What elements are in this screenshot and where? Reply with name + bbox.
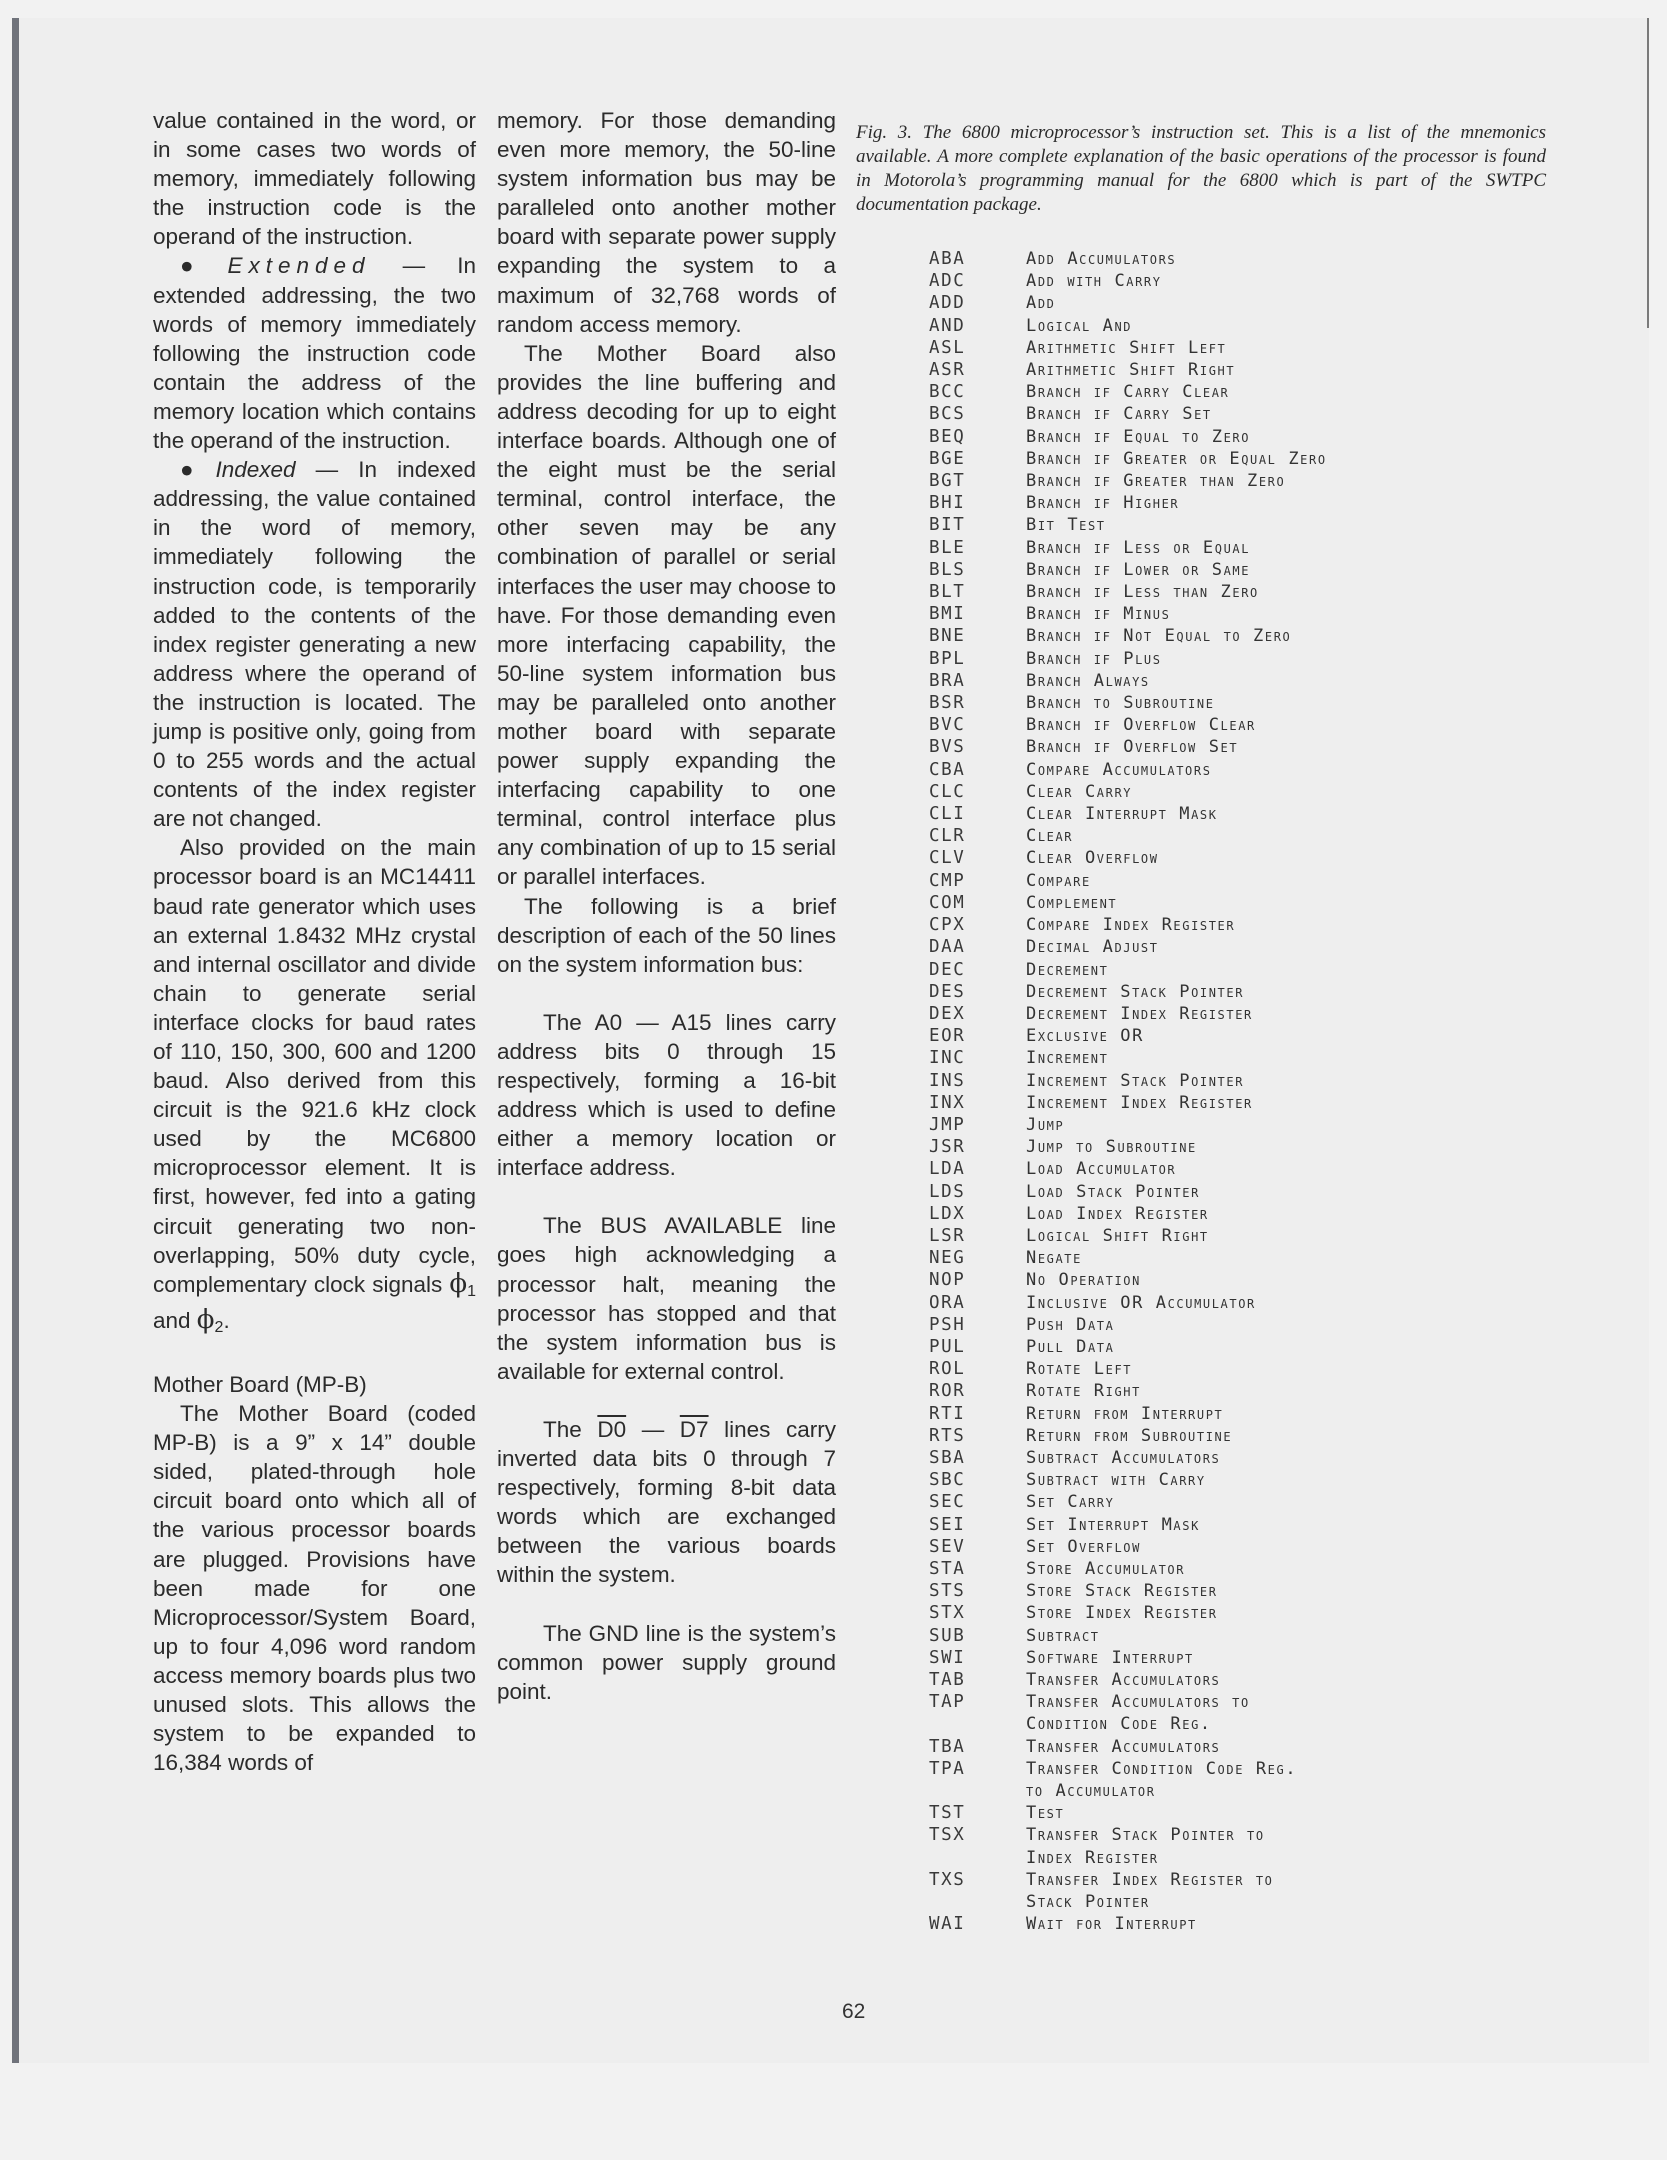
instruction-mnemonic: STS [929, 1581, 966, 1602]
instruction-row [929, 1736, 1469, 1758]
instruction-description: Load Stack Pointer [1026, 1181, 1200, 1202]
instruction-description: Load Accumulator [1026, 1159, 1177, 1180]
and-text: and [153, 1307, 197, 1333]
instruction-mnemonic: RTS [929, 1425, 966, 1446]
paragraph-mother-board: The Mother Board (coded MP-B) is a 9” x 14” double sided, plated-through hole circuit board onto which all of the various processor boards are plugged. Provisions have been made for one Microprocessor/System Board, up to four 4,096 word random access memory boards plus two unused slots. This allows the system to be expanded to 16,384 words of [153, 1401, 476, 1776]
instruction-description: Push Data [1026, 1314, 1115, 1335]
bullet-icon: ● [180, 457, 208, 483]
instruction-row [929, 914, 1469, 936]
instruction-mnemonic: BLS [929, 559, 966, 580]
instruction-description: Rotate Right [1026, 1381, 1141, 1402]
paragraph-baud-generator [153, 833, 476, 1342]
instruction-description: Logical Shift Right [1026, 1225, 1209, 1246]
instruction-description: Transfer Index Register to Stack Pointer [1026, 1869, 1274, 1913]
instruction-mnemonic: BPL [929, 648, 966, 669]
instruction-mnemonic: DAA [929, 937, 966, 958]
instruction-description: Branch Always [1026, 670, 1150, 691]
instruction-description: Branch if Plus [1026, 648, 1162, 669]
instruction-description: Decrement Index Register [1026, 1003, 1253, 1024]
instruction-description: Set Interrupt Mask [1026, 1514, 1200, 1535]
spacer [497, 1386, 836, 1415]
paragraph-intro: value contained in the word, or in some cases two words of memory, immediately following the instruction code is the operand of the instruction. [153, 108, 476, 250]
figure-caption: Fig. 3. The 6800 microprocessor’s instruction set. This is a list of the mnemonics available. A more complete explanation of the basic operations of the processor is found in Motorola’s programming manual for the 6800 which is part of the SWTPC documentation package. [856, 122, 1546, 215]
instruction-row [929, 1047, 1469, 1069]
instruction-description: Test [1026, 1803, 1065, 1824]
data-suffix: lines carry inverted data bits 0 through 7 respectively, forming 8-bit data words which are exchanged between the various boards within the system. [497, 1416, 836, 1588]
instruction-row [929, 959, 1469, 981]
instruction-row [929, 426, 1469, 448]
instruction-description: Branch if Lower or Same [1026, 559, 1251, 580]
data-dash: — [626, 1416, 680, 1442]
instruction-row [929, 315, 1469, 337]
instruction-mnemonic: BNE [929, 626, 966, 647]
instruction-mnemonic: LDX [929, 1203, 966, 1224]
instruction-mnemonic: AND [929, 315, 966, 336]
instruction-mnemonic: JMP [929, 1114, 966, 1135]
instruction-row [929, 1425, 1469, 1447]
instruction-description: Inclusive OR Accumulator [1026, 1292, 1256, 1313]
spacer [497, 1182, 836, 1211]
instruction-description: Branch if Minus [1026, 604, 1171, 625]
instruction-description: No Operation [1026, 1270, 1141, 1291]
instruction-mnemonic: BRA [929, 670, 966, 691]
instruction-row [929, 936, 1469, 958]
instruction-description: Add with Carry [1026, 271, 1162, 292]
term-indexed: Indexed [215, 457, 296, 483]
instruction-mnemonic: CLR [929, 826, 966, 847]
instruction-description: Rotate Left [1026, 1359, 1133, 1380]
instruction-mnemonic: DES [929, 981, 966, 1002]
instruction-mnemonic: SWI [929, 1647, 966, 1668]
instruction-description: Negate [1026, 1248, 1082, 1269]
instruction-mnemonic: STX [929, 1603, 966, 1624]
instruction-description: Set Overflow [1026, 1536, 1141, 1557]
paragraph-following: The following is a brief description of each of the 50 lines on the system information bus: [497, 893, 836, 977]
instruction-row [929, 1314, 1469, 1336]
instruction-mnemonic: INX [929, 1092, 966, 1113]
instruction-mnemonic: BLE [929, 537, 966, 558]
paragraph-address-lines: The A0 — A15 lines carry address bits 0 through 15 respectively, forming a 16-bit address which is used to define either a memory location or interface address. [497, 1009, 836, 1181]
instruction-row [929, 470, 1469, 492]
instruction-description: Branch if Equal to Zero [1026, 426, 1251, 447]
text-column-2 [497, 106, 836, 1706]
instruction-row [929, 736, 1469, 758]
period: . [223, 1307, 230, 1333]
instruction-description: Logical And [1026, 315, 1133, 336]
instruction-row [929, 1292, 1469, 1314]
instruction-mnemonic: BEQ [929, 426, 966, 447]
page-edge-right [1647, 18, 1649, 328]
instruction-mnemonic: SEI [929, 1514, 966, 1535]
instruction-description: Branch if Less than Zero [1026, 582, 1259, 603]
instruction-mnemonic: COM [929, 892, 966, 913]
instruction-mnemonic: BMI [929, 604, 966, 625]
instruction-description: Branch if Overflow Set [1026, 737, 1239, 758]
instruction-row [929, 692, 1469, 714]
instruction-row [929, 1025, 1469, 1047]
instruction-row [929, 1181, 1469, 1203]
instruction-description: Transfer Condition Code Reg. to Accumulator [1026, 1758, 1298, 1802]
instruction-row [929, 248, 1469, 270]
instruction-row [929, 1114, 1469, 1136]
instruction-description: Return from Interrupt [1026, 1403, 1224, 1424]
instruction-row [929, 514, 1469, 536]
paragraph-line-buffering: The Mother Board also provides the line buffering and address decoding for up to eight interface boards. Although one of the eight must be the serial terminal, control interface, the other seven may be any combination of parallel or serial interfaces the user may choose to have. For those demanding even more interfacing capability, the 50-line system information bus may be paralleled onto another mother board with separate power supply expanding the interfacing capability to one terminal, control interface plus any combination of up to 15 serial or parallel interfaces. [497, 340, 836, 890]
instruction-description: Transfer Accumulators [1026, 1670, 1221, 1690]
page-edge-shadow [12, 18, 19, 2063]
instruction-description: Branch if Higher [1026, 493, 1180, 514]
instruction-row [929, 847, 1469, 869]
paragraph-extended [153, 251, 476, 455]
instruction-mnemonic: CPX [929, 915, 966, 936]
instruction-description: Arithmetic Shift Right [1026, 360, 1236, 381]
instruction-description: Exclusive OR [1026, 1026, 1144, 1047]
instruction-mnemonic: BLT [929, 582, 966, 603]
instruction-mnemonic: ROR [929, 1381, 966, 1402]
instruction-row [929, 1580, 1469, 1602]
instruction-mnemonic: ABA [929, 249, 966, 269]
instruction-row [929, 581, 1469, 603]
instruction-mnemonic: SBC [929, 1470, 966, 1491]
instruction-row [929, 1691, 1469, 1735]
phi-symbol-1: ϕ [449, 1268, 468, 1299]
instruction-mnemonic: EOR [929, 1026, 966, 1047]
instruction-row [929, 1558, 1469, 1580]
page-number: 62 [842, 2000, 866, 2023]
paragraph-indexed [153, 455, 476, 833]
instruction-row [929, 1913, 1469, 1935]
instruction-row [929, 292, 1469, 314]
instruction-description: Jump to Subroutine [1026, 1137, 1197, 1158]
instruction-row [929, 1136, 1469, 1158]
instruction-description: Decrement Stack Pointer [1026, 981, 1245, 1002]
instruction-mnemonic: BIT [929, 515, 966, 536]
instruction-mnemonic: NEG [929, 1248, 966, 1269]
instruction-description: Branch if Carry Clear [1026, 382, 1230, 403]
instruction-description: Store Accumulator [1026, 1558, 1186, 1579]
instruction-row [929, 448, 1469, 470]
paragraph-gnd: The GND line is the system’s common power supply ground point. [497, 1620, 836, 1704]
instruction-row [929, 337, 1469, 359]
instruction-mnemonic: PUL [929, 1336, 966, 1357]
instruction-row [929, 648, 1469, 670]
instruction-row [929, 492, 1469, 514]
spacer [497, 1590, 836, 1619]
instruction-mnemonic: RTI [929, 1403, 966, 1424]
instruction-description: Add Accumulators [1026, 249, 1177, 269]
instruction-row [929, 1380, 1469, 1402]
instruction-description: Clear Overflow [1026, 848, 1159, 869]
instruction-mnemonic: TST [929, 1803, 966, 1824]
instruction-row [929, 803, 1469, 825]
instruction-mnemonic: CBA [929, 759, 966, 780]
instruction-mnemonic: BVS [929, 737, 966, 758]
instruction-row [929, 1070, 1469, 1092]
instruction-mnemonic: TPA [929, 1758, 966, 1779]
instruction-row [929, 1203, 1469, 1225]
instruction-mnemonic: BGE [929, 448, 966, 469]
baud-text: Also provided on the main processor board is an MC14411 baud rate generator which uses an external 1.8432 MHz crystal and internal oscillator and divide chain to generate serial interface clocks for baud rates of 110, 150, 300, 600 and 1200 baud. Also derived from this circuit is the 921.6 kHz clock used by the MC6800 microprocessor element. It is first, however, fed into a gating circuit generating two non-overlapping, 50% duty cycle, complementary clock signals [153, 835, 476, 1297]
instruction-mnemonic: SEC [929, 1492, 966, 1513]
instruction-mnemonic: CLV [929, 848, 966, 869]
instruction-row [929, 1469, 1469, 1491]
instruction-description: Branch if Greater than Zero [1026, 471, 1286, 492]
term-extended: Extended [227, 253, 371, 279]
text-column-1 [153, 106, 476, 1777]
instruction-row [929, 403, 1469, 425]
instruction-mnemonic: JSR [929, 1137, 966, 1158]
instruction-mnemonic: TAP [929, 1692, 966, 1713]
indexed-description: — In indexed addressing, the value contained in the word of memory, immediately following the instruction code, is temporarily added to the contents of the index register generating a new address where the operand of the instruction is located. The jump is positive only, going from 0 to 255 words and the actual contents of the index register are not changed. [153, 457, 476, 832]
instruction-row [929, 1447, 1469, 1469]
instruction-row [929, 981, 1469, 1003]
phi-symbol-2: ϕ [196, 1304, 215, 1335]
instruction-description: Branch if Greater or Equal Zero [1026, 448, 1327, 469]
instruction-mnemonic: INC [929, 1048, 966, 1069]
instruction-row [929, 1003, 1469, 1025]
paragraph-data-lines [497, 1415, 836, 1590]
instruction-description: Increment Stack Pointer [1026, 1070, 1245, 1091]
d0-label: D0 [597, 1416, 627, 1442]
instruction-description: Transfer Stack Pointer to Index Register [1026, 1825, 1265, 1868]
instruction-description: Store Stack Register [1026, 1581, 1218, 1602]
instruction-row [929, 1336, 1469, 1358]
instruction-mnemonic: TBA [929, 1736, 966, 1757]
instruction-description: Return from Subroutine [1026, 1425, 1233, 1446]
instruction-description: Jump [1026, 1114, 1065, 1135]
instruction-description: Compare [1026, 870, 1091, 891]
instruction-description: Branch if Not Equal to Zero [1026, 626, 1292, 647]
instruction-row [929, 270, 1469, 292]
instruction-description: Load Index Register [1026, 1203, 1209, 1224]
instruction-description: Branch if Carry Set [1026, 404, 1212, 425]
instruction-row [929, 1824, 1469, 1868]
instruction-mnemonic: BHI [929, 493, 966, 514]
instruction-row [929, 1669, 1469, 1691]
section-heading-mother-board: Mother Board (MP-B) [153, 1371, 367, 1397]
instruction-mnemonic: WAI [929, 1914, 966, 1935]
instruction-mnemonic: TXS [929, 1869, 966, 1890]
instruction-mnemonic: LDA [929, 1159, 966, 1180]
instruction-description: Transfer Accumulators [1026, 1736, 1221, 1757]
instruction-mnemonic: DEX [929, 1003, 966, 1024]
instruction-mnemonic: CLC [929, 781, 966, 802]
instruction-row [929, 1647, 1469, 1669]
instruction-row [929, 892, 1469, 914]
instruction-description: Decrement [1026, 959, 1109, 980]
instruction-row [929, 1225, 1469, 1247]
instruction-description: Wait for Interrupt [1026, 1914, 1197, 1935]
instruction-mnemonic: TAB [929, 1670, 966, 1690]
instruction-mnemonic: BCS [929, 404, 966, 425]
instruction-description: Add [1026, 293, 1056, 314]
instruction-row [929, 1802, 1469, 1824]
instruction-row [929, 1403, 1469, 1425]
instruction-mnemonic: ROL [929, 1359, 966, 1380]
instruction-row [929, 1158, 1469, 1180]
instruction-description: Pull Data [1026, 1336, 1115, 1357]
instruction-mnemonic: ASR [929, 360, 966, 381]
instruction-description: Increment [1026, 1048, 1109, 1069]
instruction-row [929, 559, 1469, 581]
instruction-row [929, 537, 1469, 559]
instruction-description: Compare Accumulators [1026, 759, 1212, 780]
instruction-mnemonic: ASL [929, 337, 966, 358]
instruction-mnemonic: ADC [929, 271, 966, 292]
instruction-row [929, 825, 1469, 847]
instruction-mnemonic: CLI [929, 804, 966, 825]
instruction-mnemonic: LDS [929, 1181, 966, 1202]
instruction-description: Compare Index Register [1026, 915, 1236, 936]
instruction-description: Software Interrupt [1026, 1647, 1194, 1668]
instruction-row [929, 1247, 1469, 1269]
instruction-mnemonic: DEC [929, 959, 966, 980]
instruction-mnemonic: ORA [929, 1292, 966, 1313]
data-prefix: The [543, 1416, 598, 1442]
instruction-mnemonic: SUB [929, 1625, 966, 1646]
instruction-row [929, 1602, 1469, 1624]
instruction-row [929, 359, 1469, 381]
instruction-description: Branch if Overflow Clear [1026, 715, 1256, 736]
instruction-mnemonic: BVC [929, 715, 966, 736]
instruction-mnemonic: NOP [929, 1270, 966, 1291]
instruction-row [929, 1514, 1469, 1536]
instruction-mnemonic: BCC [929, 382, 966, 403]
bullet-icon: ● [180, 253, 220, 279]
instruction-row [929, 1269, 1469, 1291]
instruction-description: Branch to Subroutine [1026, 693, 1215, 714]
paragraph-memory: memory. For those demanding even more memory, the 50-line system information bus may be paralleled onto another mother board with separate power supply expanding the system to a maximum of 32,768 words of random access memory. [497, 108, 836, 337]
instruction-mnemonic: SEV [929, 1536, 966, 1557]
instruction-row [929, 759, 1469, 781]
instruction-row [929, 1625, 1469, 1647]
instruction-description: Increment Index Register [1026, 1092, 1253, 1113]
instruction-mnemonic: CMP [929, 870, 966, 891]
instruction-row [929, 1536, 1469, 1558]
instruction-row [929, 1869, 1469, 1913]
instruction-row [929, 1758, 1469, 1802]
instruction-description: Branch if Less or Equal [1026, 537, 1251, 558]
instruction-row [929, 781, 1469, 803]
extended-description: — In extended addressing, the two words of memory immediately following the instruction code contain the address of the memory location which contains the operand of the instruction. [153, 253, 476, 454]
instruction-description: Clear Carry [1026, 781, 1133, 802]
instruction-description: Complement [1026, 892, 1118, 913]
instruction-row [929, 603, 1469, 625]
instruction-description: Subtract Accumulators [1026, 1447, 1221, 1468]
instruction-description: Transfer Accumulators to Condition Code Reg. [1026, 1692, 1250, 1735]
instruction-description: Store Index Register [1026, 1603, 1218, 1624]
instruction-row [929, 1358, 1469, 1380]
instruction-mnemonic: BSR [929, 693, 966, 714]
instruction-row [929, 714, 1469, 736]
instruction-mnemonic: TSX [929, 1825, 966, 1846]
instruction-mnemonic: INS [929, 1070, 966, 1091]
instruction-row [929, 870, 1469, 892]
phi-subscript-2: 2 [214, 1318, 224, 1336]
magazine-page [12, 18, 1649, 2063]
instruction-mnemonic: STA [929, 1558, 966, 1579]
instruction-description: Arithmetic Shift Left [1026, 337, 1227, 358]
instruction-description: Subtract [1026, 1625, 1100, 1646]
phi-subscript-1: 1 [467, 1282, 476, 1300]
spacer [497, 979, 836, 1008]
instruction-mnemonic: SBA [929, 1447, 966, 1468]
instruction-set-list [929, 248, 1469, 1935]
instruction-description: Set Carry [1026, 1492, 1115, 1513]
instruction-mnemonic: PSH [929, 1314, 966, 1335]
instruction-mnemonic: ADD [929, 293, 966, 314]
instruction-row [929, 1491, 1469, 1513]
instruction-description: Subtract with Carry [1026, 1470, 1206, 1491]
instruction-mnemonic: LSR [929, 1225, 966, 1246]
instruction-description: Clear Interrupt Mask [1026, 804, 1218, 825]
d7-label: D7 [679, 1416, 709, 1442]
instruction-mnemonic: BGT [929, 471, 966, 492]
instruction-description: Bit Test [1026, 515, 1106, 536]
instruction-description: Clear [1026, 826, 1074, 847]
instruction-row [929, 670, 1469, 692]
instruction-row [929, 1092, 1469, 1114]
instruction-row [929, 625, 1469, 647]
instruction-description: Decimal Adjust [1026, 937, 1159, 958]
instruction-row [929, 381, 1469, 403]
paragraph-bus-available: The BUS AVAILABLE line goes high acknowledging a processor halt, meaning the processor has stopped and that the system information bus is available for external control. [497, 1213, 836, 1384]
